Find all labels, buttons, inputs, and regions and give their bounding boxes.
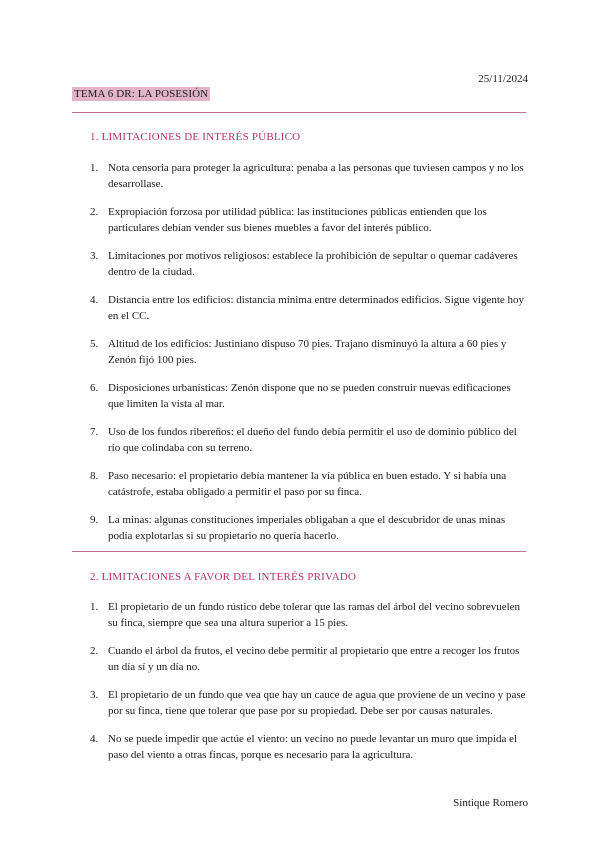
item-text: Altitud de los edificios: Justiniano dispuso 70 pies. Trajano disminuyó la altura a 60 pies y Zenón fijó 100 pies. <box>108 338 507 366</box>
item-number: 7. <box>90 426 99 438</box>
item-number: 3. <box>90 250 99 262</box>
item-text: Distancia entre los edificios: distancia mínima entre determinados edificios. Sigue vigente hoy en el CC. <box>108 294 525 322</box>
item-text: El propietario de un fundo rústico debe tolerar que las ramas del árbol del vecino sobrevuelen su finca, siempre que sea una altura superior a 15 pies. <box>108 601 521 629</box>
list-item <box>90 731 526 763</box>
list-item <box>90 643 526 675</box>
item-number: 6. <box>90 382 99 394</box>
item-number: 4. <box>90 294 99 306</box>
item-number: 9. <box>90 514 99 526</box>
item-text: Paso necesario: el propietario debía mantener la vía pública en buen estado. Y si había una catástrofe, estaba obligado a permitir el paso por su finca. <box>108 470 507 498</box>
section-2-heading: 2. LIMITACIONES A FAVOR DEL INTERÉS PRIVADO <box>90 571 357 583</box>
author-name: Síntique Romero <box>453 797 528 809</box>
divider-top <box>72 112 526 113</box>
item-number: 4. <box>90 733 99 745</box>
item-number: 3. <box>90 689 99 701</box>
item-text: El propietario de un fundo que vea que hay un cauce de agua que proviene de un vecino y pase por su finca, tiene que tolerar que pase por su propiedad. Debe ser por causas naturales. <box>108 689 526 717</box>
item-number: 1. <box>90 601 99 613</box>
list-item <box>90 204 526 236</box>
list-item <box>90 687 526 719</box>
item-text: Uso de los fundos ribereños: el dueño del fundo debía permitir el uso de dominio público del río que colindaba con su terreno. <box>108 426 517 454</box>
list-item <box>90 160 526 192</box>
item-number: 8. <box>90 470 99 482</box>
list-item <box>90 599 526 631</box>
item-text: Cuando el árbol da frutos, el vecino debe permitir al propietario que entre a recoger los frutos un día sí y un día no. <box>108 645 520 673</box>
item-number: 5. <box>90 338 99 350</box>
item-text: Expropiación forzosa por utilidad pública: las instituciones públicas entienden que los particulares debían vender sus bienes muebles a favor del interés público. <box>108 206 487 234</box>
item-number: 2. <box>90 645 99 657</box>
list-item <box>90 248 526 280</box>
item-text: No se puede impedir que actúe el viento: un vecino no puede levantar un muro que impida el paso del viento a otras fincas, porque es necesario para la agricultura. <box>108 733 518 761</box>
document-date: 25/11/2024 <box>478 73 528 85</box>
divider-middle <box>72 551 526 552</box>
item-number: 2. <box>90 206 99 218</box>
item-text: La minas: algunas constituciones imperiales obligaban a que el descubridor de unas minas podía explotarlas si su propietario no quería hacerlo. <box>108 514 506 542</box>
item-text: Nota censoria para proteger la agricultura: penaba a las personas que tuviesen campos y no los desarrollase. <box>108 162 524 190</box>
section-1-list <box>90 160 526 556</box>
item-text: Disposiciones urbanísticas: Zenón dispone que no se pueden construir nuevas edificaciones que limiten la vista al mar. <box>108 382 511 410</box>
item-number: 1. <box>90 162 99 174</box>
list-item <box>90 468 526 500</box>
list-item <box>90 292 526 324</box>
list-item <box>90 336 526 368</box>
section-1-heading: 1. LIMITACIONES DE INTERÉS PÚBLICO <box>90 131 301 143</box>
list-item <box>90 512 526 544</box>
list-item <box>90 380 526 412</box>
document-title: TEMA 6 DR: LA POSESIÓN <box>74 88 209 100</box>
section-2-list <box>90 599 526 775</box>
item-text: Limitaciones por motivos religiosos: establece la prohibición de sepultar o quemar cadáveres dentro de la ciudad. <box>108 250 518 278</box>
list-item <box>90 424 526 456</box>
